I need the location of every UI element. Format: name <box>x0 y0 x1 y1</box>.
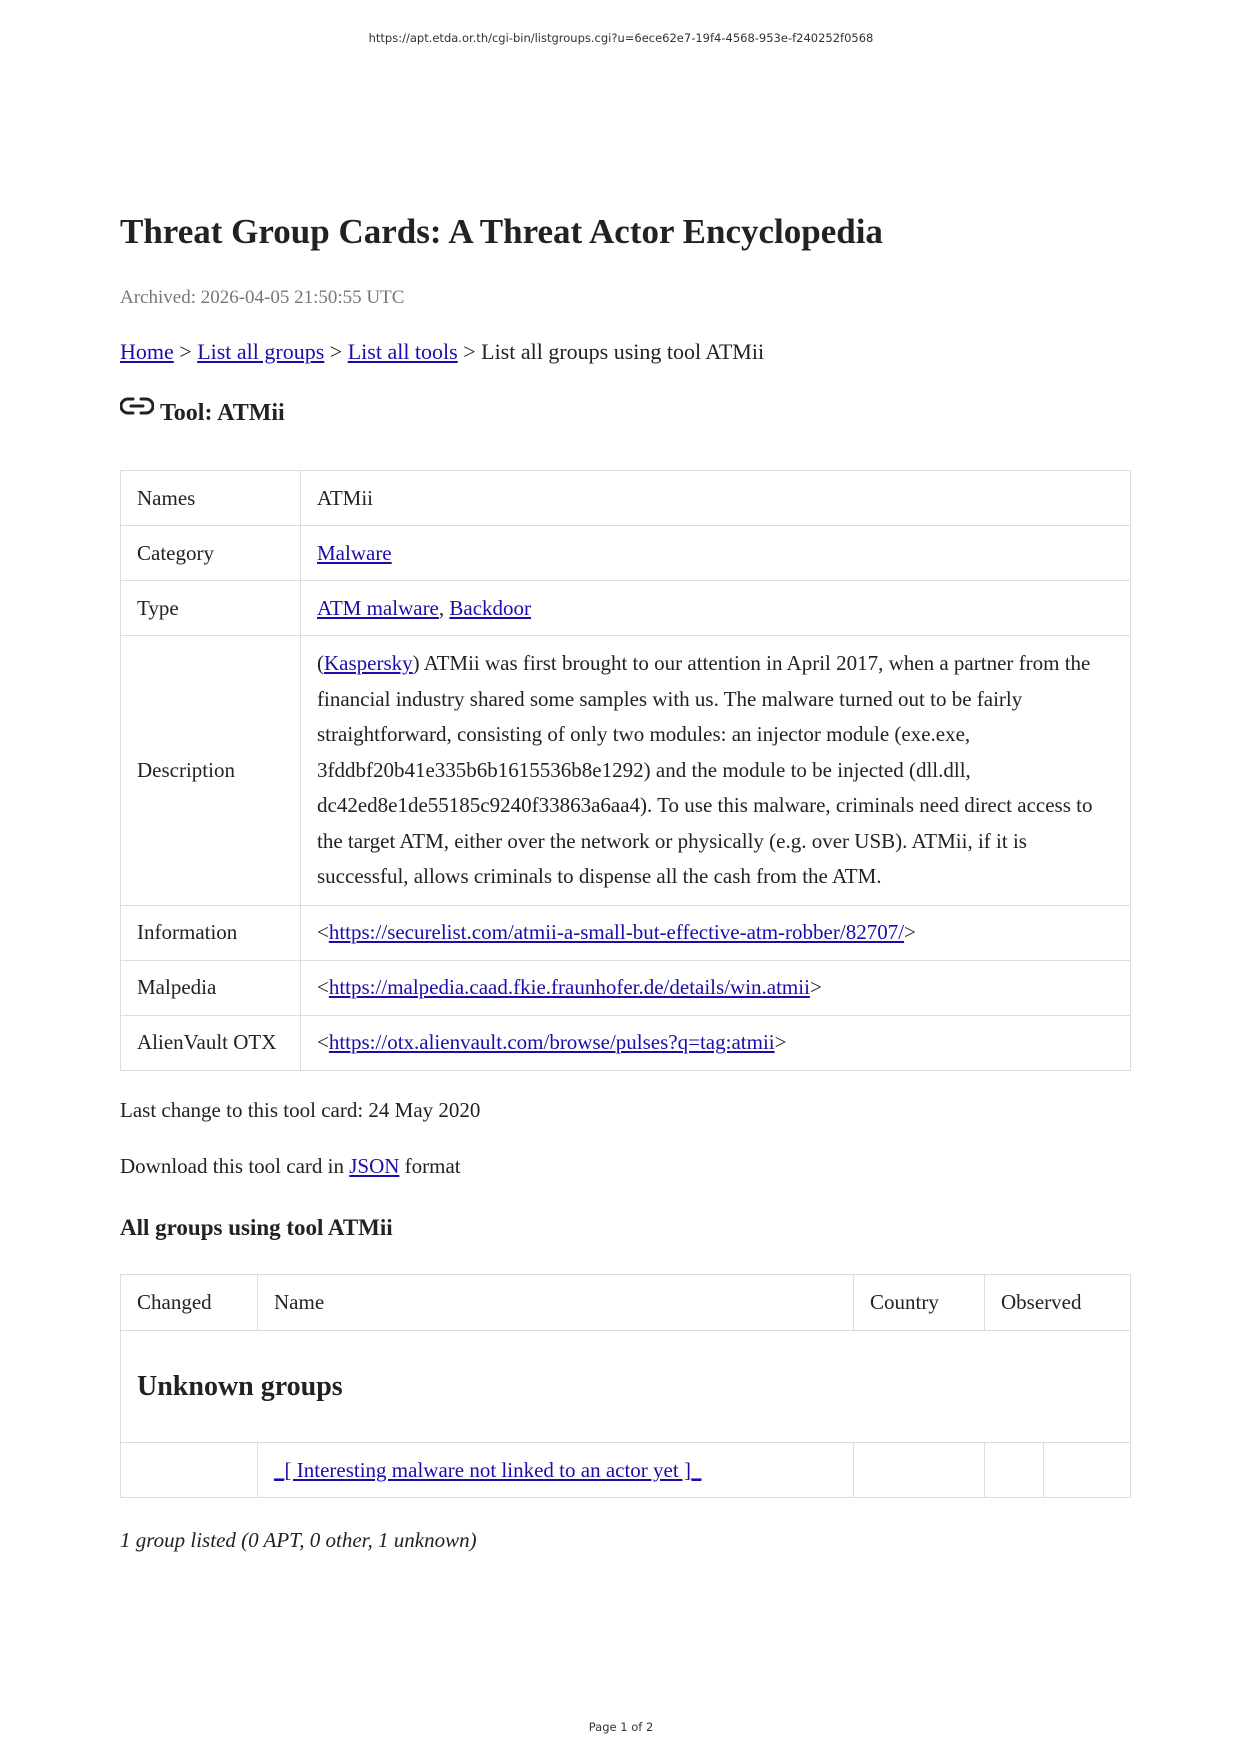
category-malware-link[interactable]: Malware <box>317 540 392 565</box>
download-line <box>120 1154 461 1179</box>
cell-changed <box>121 1443 258 1498</box>
cell-country <box>854 1443 985 1498</box>
breadcrumb-separator: > <box>173 339 198 364</box>
cell-observed <box>985 1443 1044 1498</box>
print-url-header: https://apt.etda.or.th/cgi-bin/listgroups.cgi?u=6ece62e7-19f4-4568-953e-f240252f0568 <box>368 31 874 45</box>
tool-info-table <box>120 470 1131 1071</box>
names-row <box>121 471 1131 526</box>
breadcrumb-groups-link[interactable]: List all groups <box>197 339 325 364</box>
angle-close: > <box>809 975 822 999</box>
tool-heading <box>120 400 285 427</box>
header-changed: Changed <box>121 1275 258 1331</box>
header-country: Country <box>854 1275 985 1331</box>
groups-table <box>120 1274 1131 1498</box>
angle-close: > <box>904 920 916 944</box>
angle-close: > <box>774 1030 787 1054</box>
breadcrumb-home-link[interactable]: Home <box>120 339 174 364</box>
names-label: Names <box>121 471 301 526</box>
type-value <box>301 581 1131 636</box>
otx-row <box>121 1015 1131 1070</box>
category-label: Category <box>121 526 301 581</box>
malpedia-link[interactable]: https://malpedia.caad.fkie.fraunhofer.de/details/win.atmii <box>328 975 810 999</box>
breadcrumb <box>120 339 764 365</box>
type-row <box>121 581 1131 636</box>
section-unknown-groups <box>121 1331 1131 1443</box>
header-name: Name <box>258 1275 854 1331</box>
otx-label: AlienVault OTX <box>121 1015 301 1070</box>
json-download-link[interactable]: JSON <box>349 1154 400 1178</box>
description-label: Description <box>121 636 301 906</box>
angle-open: < <box>317 975 329 999</box>
category-value <box>301 526 1131 581</box>
download-suffix: format <box>399 1154 461 1178</box>
link-icon <box>120 396 154 423</box>
category-row <box>121 526 1131 581</box>
type-atm-malware-link[interactable]: ATM malware <box>317 595 439 620</box>
tool-heading-text: Tool: ATMii <box>160 400 285 426</box>
names-value: ATMii <box>301 471 1131 526</box>
description-row <box>121 636 1131 906</box>
groups-heading: All groups using tool ATMii <box>120 1215 393 1240</box>
information-link[interactable]: https://securelist.com/atmii-a-small-but-effective-atm-robber/82707/ <box>328 920 905 944</box>
page-title: Threat Group Cards: A Threat Actor Encyclopedia <box>120 212 883 251</box>
cell-name <box>258 1443 854 1498</box>
description-text: ) ATMii was first brought to our attention in April 2017, when a partner from the financial industry shared some samples with us. The malware turned out to be fairly straightforward, consisting of only two modules: an injector module (exe.exe, 3fddbf20b41e335b6b1615536b8e1292) and the module to be injected (dll.dll, dc42ed8e1de55185c9240f33863a6aa4). To use this malware, criminals need direct access to the target ATM, either over the network or physically (e.g. over USB). ATMii, if it is successful, allows criminals to dispense all the cash from the ATM. <box>317 651 1093 888</box>
header-observed: Observed <box>985 1275 1131 1331</box>
information-value <box>301 905 1131 960</box>
page-number-footer: Page 1 of 2 <box>588 1720 654 1734</box>
otx-value <box>301 1015 1131 1070</box>
section-title: Unknown groups <box>137 1370 343 1402</box>
description-value <box>301 636 1131 906</box>
angle-open: < <box>317 920 329 944</box>
malpedia-label: Malpedia <box>121 960 301 1015</box>
breadcrumb-current: > List all groups using tool ATMii <box>457 339 765 364</box>
section-row <box>121 1331 1131 1443</box>
table-row <box>121 1443 1131 1498</box>
angle-open: < <box>317 1030 329 1054</box>
type-backdoor-link[interactable]: Backdoor <box>449 595 532 620</box>
malpedia-row <box>121 960 1131 1015</box>
information-label: Information <box>121 905 301 960</box>
information-row <box>121 905 1131 960</box>
download-prefix: Download this tool card in <box>120 1154 350 1178</box>
malpedia-value <box>301 960 1131 1015</box>
breadcrumb-tools-link[interactable]: List all tools <box>347 339 458 364</box>
type-separator: , <box>438 595 450 620</box>
breadcrumb-separator: > <box>324 339 348 364</box>
kaspersky-source-link[interactable]: Kaspersky <box>324 651 413 675</box>
type-label: Type <box>121 581 301 636</box>
cell-extra <box>1044 1443 1131 1498</box>
groups-summary: 1 group listed (0 APT, 0 other, 1 unknown) <box>120 1528 477 1552</box>
paren-open: ( <box>317 651 324 675</box>
group-link[interactable]: _[ Interesting malware not linked to an actor yet ]_ <box>274 1457 702 1482</box>
archived-timestamp: Archived: 2026-04-05 21:50:55 UTC <box>120 287 405 308</box>
groups-table-header <box>121 1275 1131 1331</box>
otx-link[interactable]: https://otx.alienvault.com/browse/pulses?q=tag:atmii <box>328 1030 775 1054</box>
last-change-text: Last change to this tool card: 24 May 2020 <box>120 1098 481 1122</box>
